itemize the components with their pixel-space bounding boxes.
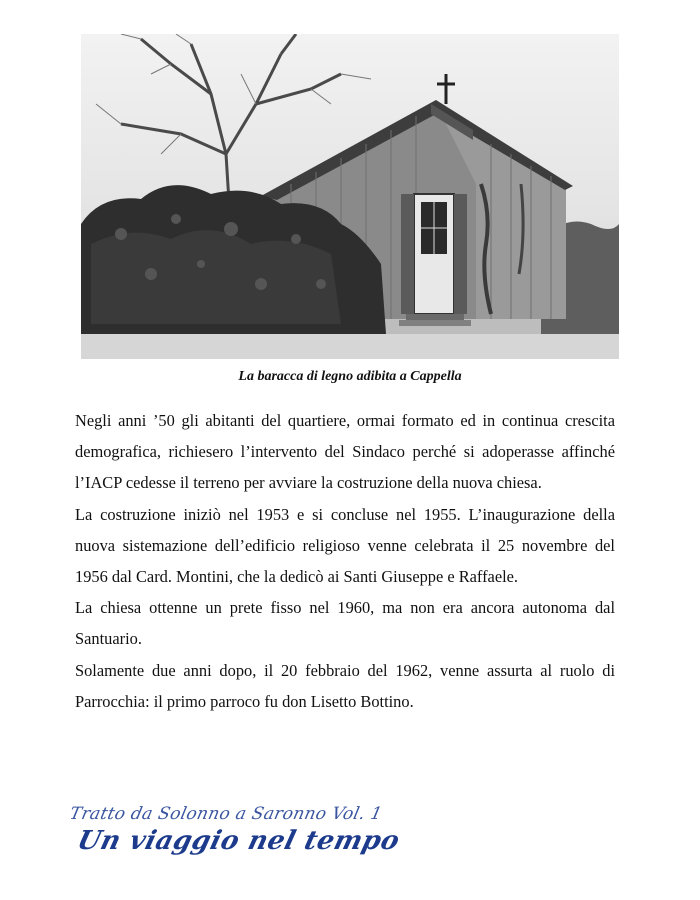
paragraph: La chiesa ottenne un prete fisso nel 1960, ma non era ancora autonoma dal Santuario. (75, 598, 615, 649)
footer-signature (67, 804, 403, 864)
body-text (75, 405, 615, 717)
footer-source-line: Tratto da Solonno a Saronno Vol. 1 (67, 804, 384, 824)
footer-title-line: Un viaggio nel tempo (74, 826, 403, 856)
paragraph: Negli anni ’50 gli abitanti del quartiere, ormai formato ed in continua crescita demografica, richiesero l’intervento del Sindaco perché si adoperasse affinché l’IACP cedesse il terreno per avviare la costruzione della nuova chiesa. (75, 411, 615, 493)
photo-caption: La baracca di legno adibita a Cappella (238, 369, 462, 384)
paragraph: La costruzione iniziò nel 1953 e si concluse nel 1955. L’inaugurazione della nuova sistemazione dell’edificio religioso venne celebrata il 25 novembre del 1956 dal Card. Montini, che la dedicò ai Santi Giuseppe e Raffaele. (75, 504, 615, 587)
paragraph: Solamente due anni dopo, il 20 febbraio del 1962, venne assurta al ruolo di Parrocchia: il primo parroco fu don Lisetto Bottino. (75, 660, 615, 711)
chapel-photo (81, 34, 619, 359)
